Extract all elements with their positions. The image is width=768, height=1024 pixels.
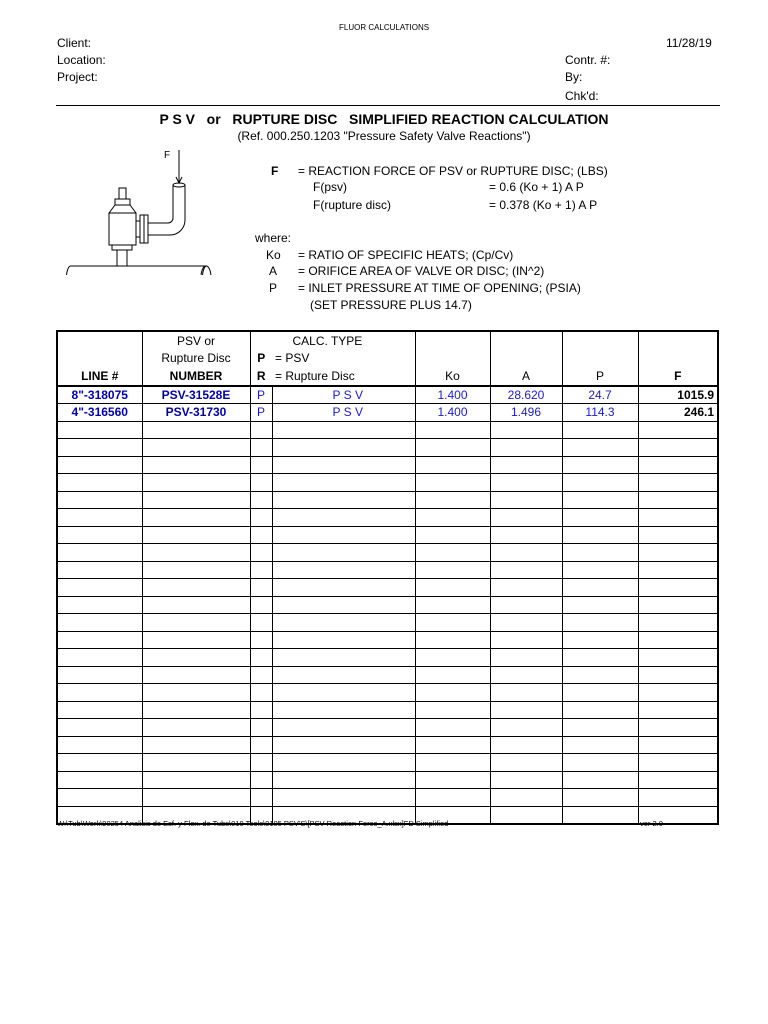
table-header-row-1 <box>57 331 718 350</box>
empty-cell[interactable] <box>562 754 638 772</box>
empty-cell[interactable] <box>415 789 490 807</box>
version-label: ver 2.0 <box>640 819 663 828</box>
row-code[interactable]: P <box>250 404 272 422</box>
empty-cell[interactable] <box>415 421 490 439</box>
empty-cell[interactable] <box>57 439 142 457</box>
empty-cell[interactable] <box>142 631 250 649</box>
empty-cell[interactable] <box>415 579 490 597</box>
header-psv-line3: NUMBER <box>142 367 250 386</box>
empty-cell[interactable] <box>57 509 142 527</box>
header-calc-type: CALC. TYPE <box>250 331 415 350</box>
empty-cell[interactable] <box>272 789 415 807</box>
frupture-equation: = 0.378 (Ko + 1) A P <box>489 198 598 212</box>
p-definition: = INLET PRESSURE AT TIME OF OPENING; (PSIA) <box>298 281 581 295</box>
empty-cell[interactable] <box>250 456 272 474</box>
a-symbol: A <box>269 264 278 278</box>
row-a[interactable]: 1.496 <box>490 404 562 422</box>
empty-table-row <box>57 754 718 772</box>
empty-cell[interactable] <box>142 596 250 614</box>
file-path: W:\Tub\Work\90254 Analisis de Esf. y Flex. de Tubs\010 Tools\0105 PSV'S\[PSV Reaction Force_A.xlsx]FD Simplified <box>57 819 449 828</box>
empty-cell[interactable] <box>250 614 272 632</box>
empty-cell[interactable] <box>142 474 250 492</box>
empty-cell[interactable] <box>490 526 562 544</box>
empty-cell[interactable] <box>142 614 250 632</box>
empty-cell[interactable] <box>415 509 490 527</box>
empty-table-row <box>57 439 718 457</box>
empty-cell[interactable] <box>638 649 718 667</box>
empty-cell[interactable] <box>562 666 638 684</box>
empty-cell[interactable] <box>272 439 415 457</box>
empty-cell[interactable] <box>638 614 718 632</box>
empty-cell[interactable] <box>490 456 562 474</box>
empty-cell[interactable] <box>638 666 718 684</box>
fpsv-label: F(psv) <box>313 180 347 194</box>
empty-cell[interactable] <box>142 789 250 807</box>
empty-cell[interactable] <box>272 771 415 789</box>
empty-cell[interactable] <box>490 439 562 457</box>
empty-cell[interactable] <box>490 701 562 719</box>
empty-cell[interactable] <box>490 754 562 772</box>
empty-cell[interactable] <box>272 719 415 737</box>
empty-cell[interactable] <box>250 579 272 597</box>
contract-label: Contr. #: <box>565 53 611 67</box>
empty-cell[interactable] <box>142 544 250 562</box>
ko-definition: = RATIO OF SPECIFIC HEATS; (Cp/Cv) <box>298 248 514 262</box>
empty-cell[interactable] <box>250 754 272 772</box>
empty-cell[interactable] <box>638 544 718 562</box>
empty-cell[interactable] <box>57 614 142 632</box>
empty-cell[interactable] <box>415 474 490 492</box>
fpsv-equation: = 0.6 (Ko + 1) A P <box>489 180 584 194</box>
row-f: 1015.9 <box>638 386 718 404</box>
empty-cell[interactable] <box>142 754 250 772</box>
empty-cell[interactable] <box>415 526 490 544</box>
empty-cell[interactable] <box>490 544 562 562</box>
empty-table-row <box>57 666 718 684</box>
empty-cell[interactable] <box>562 771 638 789</box>
empty-cell[interactable] <box>57 544 142 562</box>
empty-cell[interactable] <box>638 754 718 772</box>
empty-table-row <box>57 526 718 544</box>
project-label: Project: <box>57 70 98 84</box>
empty-table-row <box>57 491 718 509</box>
header-line: LINE # <box>57 367 142 386</box>
empty-cell[interactable] <box>142 509 250 527</box>
empty-cell[interactable] <box>415 754 490 772</box>
header-psv-line2: Rupture Disc <box>142 350 250 368</box>
empty-cell[interactable] <box>490 649 562 667</box>
empty-cell[interactable] <box>415 631 490 649</box>
empty-cell[interactable] <box>490 596 562 614</box>
empty-cell[interactable] <box>272 474 415 492</box>
client-label: Client: <box>57 36 92 50</box>
header-r-desc: = Rupture Disc <box>272 367 415 386</box>
empty-cell[interactable] <box>250 526 272 544</box>
empty-cell[interactable] <box>562 561 638 579</box>
row-calc-type[interactable]: P S V <box>272 386 415 404</box>
empty-table-row <box>57 771 718 789</box>
checked-label: Chk'd: <box>565 89 599 103</box>
empty-cell[interactable] <box>272 421 415 439</box>
row-a[interactable]: 28.620 <box>490 386 562 404</box>
empty-cell[interactable] <box>415 456 490 474</box>
empty-cell[interactable] <box>57 789 142 807</box>
empty-cell[interactable] <box>57 579 142 597</box>
empty-table-row <box>57 631 718 649</box>
empty-cell[interactable] <box>638 701 718 719</box>
empty-cell[interactable] <box>142 579 250 597</box>
empty-cell[interactable] <box>142 526 250 544</box>
empty-cell[interactable] <box>142 649 250 667</box>
empty-cell[interactable] <box>562 421 638 439</box>
empty-cell[interactable] <box>142 684 250 702</box>
reference-note: (Ref. 000.250.1203 "Pressure Safety Valve Reactions") <box>237 129 531 143</box>
empty-cell[interactable] <box>490 666 562 684</box>
empty-cell[interactable] <box>415 544 490 562</box>
row-psv-number[interactable]: PSV-31528E <box>142 386 250 404</box>
empty-cell[interactable] <box>490 684 562 702</box>
empty-cell[interactable] <box>638 456 718 474</box>
empty-table-row <box>57 456 718 474</box>
empty-cell[interactable] <box>250 474 272 492</box>
force-symbol: F <box>271 164 279 178</box>
row-ko[interactable]: 1.400 <box>415 386 490 404</box>
p-note: (SET PRESSURE PLUS 14.7) <box>310 298 472 312</box>
empty-cell[interactable] <box>57 666 142 684</box>
empty-cell[interactable] <box>562 789 638 807</box>
force-label: F <box>164 150 171 161</box>
empty-table-row <box>57 509 718 527</box>
where-label: where: <box>255 231 292 245</box>
empty-cell[interactable] <box>142 491 250 509</box>
header-r-code: R <box>250 367 272 386</box>
empty-table-row <box>57 649 718 667</box>
empty-cell[interactable] <box>415 666 490 684</box>
empty-cell[interactable] <box>490 719 562 737</box>
empty-cell[interactable] <box>272 631 415 649</box>
empty-cell[interactable] <box>272 491 415 509</box>
empty-table-row <box>57 736 718 754</box>
empty-cell[interactable] <box>638 719 718 737</box>
empty-cell[interactable] <box>250 544 272 562</box>
empty-cell[interactable] <box>490 579 562 597</box>
empty-cell[interactable] <box>272 456 415 474</box>
empty-cell[interactable] <box>638 561 718 579</box>
empty-cell[interactable] <box>562 719 638 737</box>
empty-table-row <box>57 596 718 614</box>
empty-table-row <box>57 701 718 719</box>
empty-cell[interactable] <box>562 614 638 632</box>
psv-diagram <box>60 145 215 275</box>
empty-cell[interactable] <box>272 666 415 684</box>
empty-cell[interactable] <box>638 579 718 597</box>
empty-cell[interactable] <box>57 474 142 492</box>
table-row <box>57 386 718 404</box>
table-header-row-2 <box>57 350 718 368</box>
row-code[interactable]: P <box>250 386 272 404</box>
empty-cell[interactable] <box>57 561 142 579</box>
empty-cell[interactable] <box>415 614 490 632</box>
empty-cell[interactable] <box>490 491 562 509</box>
empty-cell[interactable] <box>142 561 250 579</box>
frupture-label: F(rupture disc) <box>313 198 392 212</box>
empty-cell[interactable] <box>142 666 250 684</box>
header-divider <box>56 105 720 106</box>
empty-cell[interactable] <box>250 789 272 807</box>
ko-symbol: Ko <box>266 248 281 262</box>
empty-cell[interactable] <box>57 771 142 789</box>
empty-cell[interactable] <box>562 474 638 492</box>
empty-cell[interactable] <box>272 614 415 632</box>
header-f: F <box>638 367 718 386</box>
empty-cell[interactable] <box>57 596 142 614</box>
empty-cell[interactable] <box>415 719 490 737</box>
empty-cell[interactable] <box>562 579 638 597</box>
empty-table-row <box>57 561 718 579</box>
empty-cell[interactable] <box>490 614 562 632</box>
empty-cell[interactable] <box>490 561 562 579</box>
empty-table-row <box>57 719 718 737</box>
empty-cell[interactable] <box>272 649 415 667</box>
a-definition: = ORIFICE AREA OF VALVE OR DISC; (IN^2) <box>298 264 545 278</box>
empty-cell[interactable] <box>250 684 272 702</box>
empty-cell[interactable] <box>57 736 142 754</box>
empty-table-row <box>57 474 718 492</box>
location-label: Location: <box>57 53 106 67</box>
empty-table-row <box>57 789 718 807</box>
empty-cell[interactable] <box>415 439 490 457</box>
empty-cell[interactable] <box>57 631 142 649</box>
empty-cell[interactable] <box>562 456 638 474</box>
empty-cell[interactable] <box>250 561 272 579</box>
empty-cell[interactable] <box>272 544 415 562</box>
row-f: 246.1 <box>638 404 718 422</box>
row-line[interactable]: 8"-318075 <box>57 386 142 404</box>
empty-cell[interactable] <box>57 421 142 439</box>
empty-cell[interactable] <box>562 439 638 457</box>
empty-cell[interactable] <box>415 771 490 789</box>
header-p-desc: = PSV <box>272 350 415 368</box>
empty-cell[interactable] <box>272 754 415 772</box>
empty-cell[interactable] <box>250 421 272 439</box>
empty-cell[interactable] <box>57 491 142 509</box>
empty-cell[interactable] <box>562 491 638 509</box>
empty-cell[interactable] <box>415 491 490 509</box>
row-ko[interactable]: 1.400 <box>415 404 490 422</box>
empty-cell[interactable] <box>142 719 250 737</box>
empty-cell[interactable] <box>638 439 718 457</box>
empty-cell[interactable] <box>250 509 272 527</box>
empty-table-row <box>57 579 718 597</box>
empty-cell[interactable] <box>142 456 250 474</box>
header-p: P <box>562 367 638 386</box>
empty-cell[interactable] <box>250 439 272 457</box>
empty-cell[interactable] <box>562 544 638 562</box>
empty-cell[interactable] <box>638 491 718 509</box>
empty-cell[interactable] <box>272 736 415 754</box>
empty-cell[interactable] <box>250 719 272 737</box>
empty-cell[interactable] <box>562 701 638 719</box>
empty-cell[interactable] <box>250 631 272 649</box>
table-row <box>57 404 718 422</box>
empty-cell[interactable] <box>57 719 142 737</box>
empty-cell[interactable] <box>142 771 250 789</box>
empty-cell[interactable] <box>638 771 718 789</box>
table-header-row-3 <box>57 367 718 386</box>
empty-cell[interactable] <box>57 701 142 719</box>
empty-table-row <box>57 614 718 632</box>
empty-cell[interactable] <box>490 736 562 754</box>
empty-cell[interactable] <box>490 474 562 492</box>
empty-cell[interactable] <box>562 806 638 824</box>
empty-cell[interactable] <box>272 579 415 597</box>
row-p[interactable]: 24.7 <box>562 386 638 404</box>
force-definition: = REACTION FORCE OF PSV or RUPTURE DISC; (LBS) <box>298 164 608 178</box>
empty-cell[interactable] <box>250 736 272 754</box>
empty-table-row <box>57 421 718 439</box>
empty-cell[interactable] <box>415 684 490 702</box>
header-psv-line1: PSV or <box>142 331 250 350</box>
empty-cell[interactable] <box>638 526 718 544</box>
empty-cell[interactable] <box>490 771 562 789</box>
row-p[interactable]: 114.3 <box>562 404 638 422</box>
empty-cell[interactable] <box>142 421 250 439</box>
empty-cell[interactable] <box>272 561 415 579</box>
page-title: P S V or RUPTURE DISC SIMPLIFIED REACTION CALCULATION <box>159 111 609 127</box>
page-header-title: FLUOR CALCULATIONS <box>339 23 430 32</box>
empty-cell[interactable] <box>562 509 638 527</box>
empty-cell[interactable] <box>142 439 250 457</box>
row-line[interactable]: 4"-316560 <box>57 404 142 422</box>
empty-cell[interactable] <box>490 631 562 649</box>
empty-cell[interactable] <box>250 649 272 667</box>
empty-cell[interactable] <box>272 596 415 614</box>
empty-cell[interactable] <box>638 509 718 527</box>
empty-cell[interactable] <box>250 666 272 684</box>
empty-cell[interactable] <box>57 684 142 702</box>
empty-cell[interactable] <box>250 596 272 614</box>
empty-cell[interactable] <box>562 631 638 649</box>
empty-table-row <box>57 684 718 702</box>
empty-cell[interactable] <box>490 509 562 527</box>
row-psv-number[interactable]: PSV-31730 <box>142 404 250 422</box>
empty-table-row <box>57 544 718 562</box>
empty-cell[interactable] <box>638 736 718 754</box>
empty-cell[interactable] <box>415 701 490 719</box>
empty-cell[interactable] <box>415 736 490 754</box>
empty-cell[interactable] <box>57 754 142 772</box>
empty-cell[interactable] <box>490 806 562 824</box>
empty-cell[interactable] <box>562 736 638 754</box>
date: 11/28/19 <box>666 36 712 50</box>
empty-cell[interactable] <box>562 526 638 544</box>
header-ko: Ko <box>415 367 490 386</box>
empty-cell[interactable] <box>638 596 718 614</box>
empty-cell[interactable] <box>250 491 272 509</box>
empty-cell[interactable] <box>562 649 638 667</box>
empty-cell[interactable] <box>562 684 638 702</box>
empty-cell[interactable] <box>490 789 562 807</box>
empty-cell[interactable] <box>272 526 415 544</box>
empty-cell[interactable] <box>250 771 272 789</box>
by-label: By: <box>565 70 583 84</box>
empty-cell[interactable] <box>490 421 562 439</box>
row-calc-type[interactable]: P S V <box>272 404 415 422</box>
empty-cell[interactable] <box>415 596 490 614</box>
header-a: A <box>490 367 562 386</box>
empty-cell[interactable] <box>638 474 718 492</box>
empty-cell[interactable] <box>415 561 490 579</box>
reaction-table <box>56 330 719 825</box>
empty-cell[interactable] <box>638 631 718 649</box>
empty-cell[interactable] <box>272 509 415 527</box>
empty-cell[interactable] <box>272 701 415 719</box>
empty-cell[interactable] <box>638 684 718 702</box>
empty-cell[interactable] <box>57 456 142 474</box>
empty-cell[interactable] <box>272 684 415 702</box>
header-p-code: P <box>250 350 272 368</box>
p-symbol: P <box>269 281 278 295</box>
empty-cell[interactable] <box>142 701 250 719</box>
empty-cell[interactable] <box>638 789 718 807</box>
empty-cell[interactable] <box>142 736 250 754</box>
empty-cell[interactable] <box>415 649 490 667</box>
empty-cell[interactable] <box>57 526 142 544</box>
empty-cell[interactable] <box>638 421 718 439</box>
empty-cell[interactable] <box>562 596 638 614</box>
empty-cell[interactable] <box>57 649 142 667</box>
empty-cell[interactable] <box>250 701 272 719</box>
